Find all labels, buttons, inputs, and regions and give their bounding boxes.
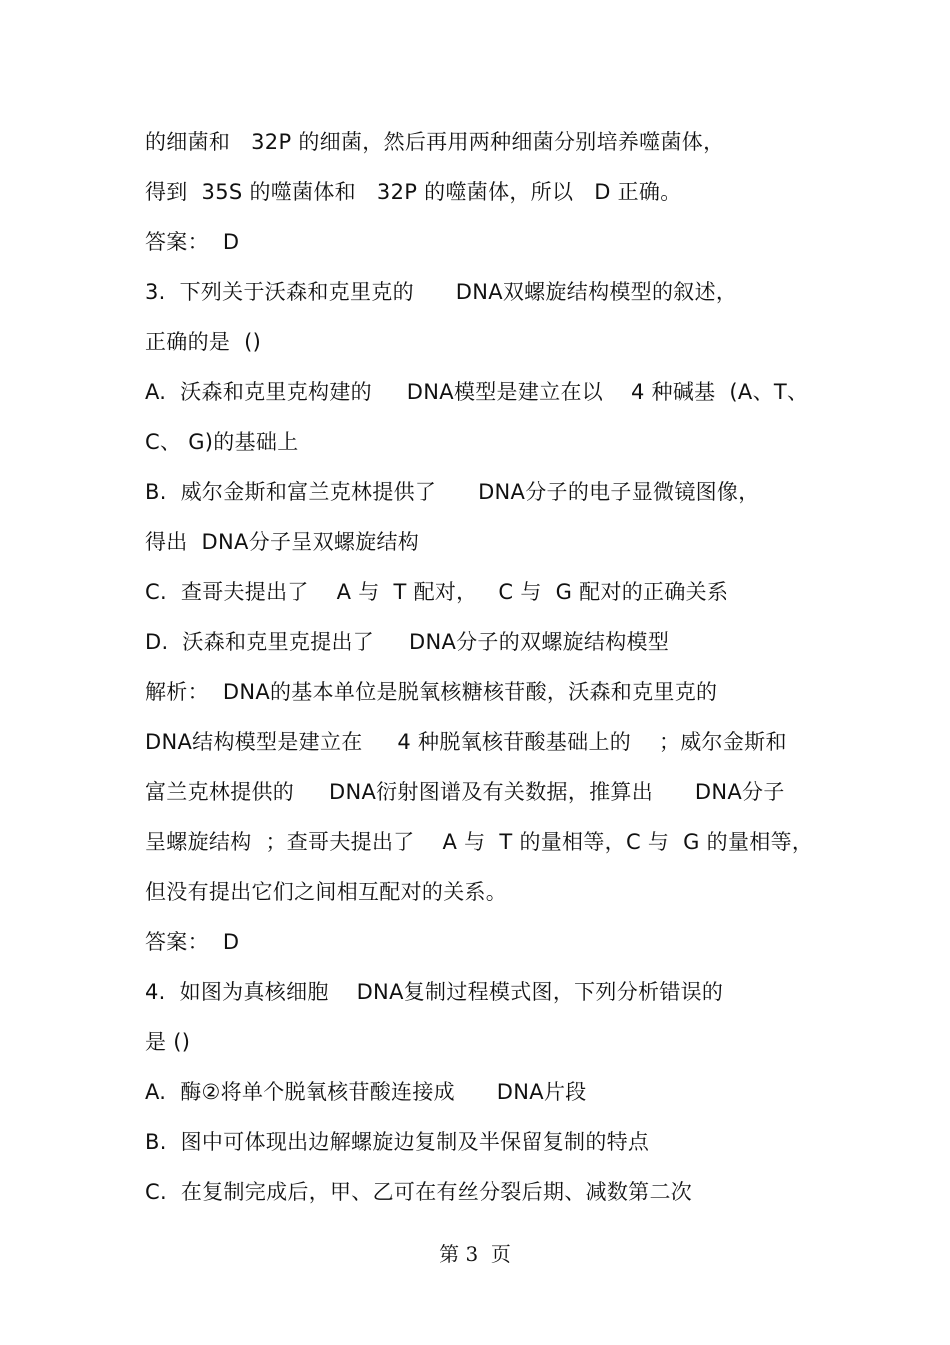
option-b-cont: 得出 DNA分子呈双螺旋结构	[145, 530, 420, 554]
option-a: A. 酶②将单个脱氧核苷酸连接成 DNA片段	[145, 1080, 587, 1104]
option-a-cont: C、 G)的基础上	[145, 430, 299, 454]
option-c: C. 查哥夫提出了 A 与 T 配对， C 与 G 配对的正确关系	[145, 580, 729, 604]
option-d: D. 沃森和克里克提出了 DNA分子的双螺旋结构模型	[145, 630, 670, 654]
analysis-line: 解析： DNA的基本单位是脱氧核糖核苷酸，沃森和克里克的	[145, 680, 718, 704]
option-b: B. 威尔金斯和富兰克林提供了 DNA分子的电子显微镜图像，	[145, 480, 760, 504]
option-b: B. 图中可体现出边解螺旋边复制及半保留复制的特点	[145, 1130, 650, 1154]
question-3-stem: 3. 下列关于沃森和克里克的 DNA双螺旋结构模型的叙述，	[145, 280, 738, 304]
page-number: 第 3 页	[439, 1242, 511, 1266]
analysis-line: 呈螺旋结构 ；查哥夫提出了 A 与 T 的量相等，C 与 G 的量相等，	[145, 830, 814, 854]
answer-line: 答案： D	[145, 230, 240, 254]
question-4-stem: 4. 如图为真核细胞 DNA复制过程模式图，下列分析错误的	[145, 980, 724, 1004]
answer-line: 答案： D	[145, 930, 240, 954]
question-4-stem-cont: 是 ()	[145, 1030, 191, 1054]
analysis-line: DNA结构模型是建立在 4 种脱氧核苷酸基础上的 ；威尔金斯和	[145, 730, 787, 754]
text-line: 得到 35S 的噬菌体和 32P 的噬菌体，所以 D 正确。	[145, 180, 682, 204]
question-3-stem-cont: 正确的是 ()	[145, 330, 262, 354]
option-c: C. 在复制完成后，甲、乙可在有丝分裂后期、减数第二次	[145, 1180, 693, 1204]
text-line: 的细菌和 32P 的细菌，然后再用两种细菌分别培养噬菌体，	[145, 130, 725, 154]
analysis-line: 但没有提出它们之间相互配对的关系。	[145, 880, 508, 904]
analysis-line: 富兰克林提供的 DNA衍射图谱及有关数据，推算出 DNA分子	[145, 780, 785, 804]
option-a: A. 沃森和克里克构建的 DNA模型是建立在以 4 种碱基 (A、T、	[145, 380, 809, 404]
